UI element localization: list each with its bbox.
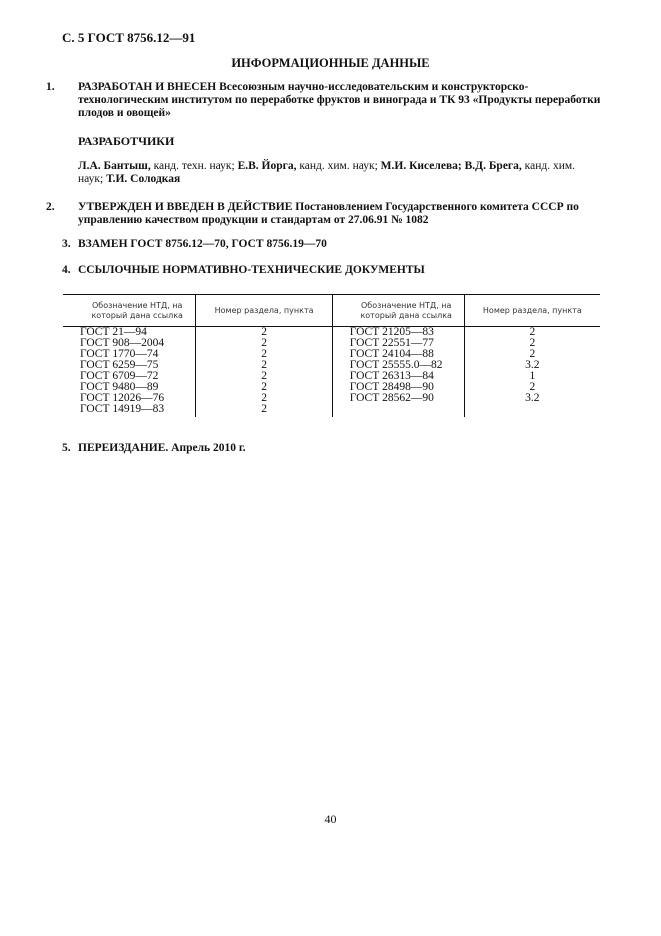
developer-name: М.И. Киселева; (380, 160, 465, 172)
document-designation-cell: ГОСТ 21205—83 (332, 327, 464, 339)
section-text: ВЗАМЕН ГОСТ 8756.12—70, ГОСТ 8756.19—70 (78, 238, 327, 250)
section-number-cell: 1 (529, 370, 536, 382)
section-number-cell: 2 (196, 382, 332, 393)
section-1 (46, 81, 618, 120)
section-number-cell: 2 (196, 404, 332, 417)
table-header-row (63, 295, 600, 327)
table-row (63, 404, 600, 417)
section-number-cell: 2 (529, 348, 536, 360)
document-designation-cell: ГОСТ 908—2004 (63, 338, 196, 349)
section-5 (62, 442, 602, 455)
section-number: 1. (46, 81, 55, 93)
section-text: Постановлением Государственного комитета СССР по управлению качеством продукции и стандартам от 27.06.91 № 1082 (78, 201, 579, 226)
document-designation-cell: ГОСТ 25555.0—82 (332, 360, 464, 371)
document-designation-cell: ГОСТ 12026—76 (63, 393, 196, 404)
section-4 (62, 264, 602, 277)
document-designation-cell: ГОСТ 21—94 (63, 327, 196, 339)
section-number-cell: 2 (529, 326, 536, 338)
section-number-cell: 2 (196, 349, 332, 360)
document-designation-cell: ГОСТ 24104—88 (332, 349, 464, 360)
page-number: 40 (324, 812, 337, 826)
document-designation-cell: ГОСТ 6709—72 (63, 371, 196, 382)
document-designation-cell: ГОСТ 28562—90 (332, 393, 464, 404)
section-number-cell: 2 (196, 371, 332, 382)
section-2 (46, 201, 618, 227)
section-number-cell: 2 (529, 337, 536, 349)
column-header: Номер раздела, пункта (196, 295, 332, 327)
section-number: 5. (62, 442, 71, 454)
column-header: Номер раздела, пункта (464, 295, 600, 327)
section-lead: РАЗРАБОТАН И ВНЕСЕН (78, 81, 217, 93)
section-text: Всесоюзным научно-исследовательским и конструкторско-технологическим институтом по переработке фруктов и винограда и ТК 93 «Продукты переработки плодов и овощей» (78, 81, 601, 119)
section-number: 3. (62, 238, 71, 250)
section-number: 2. (46, 201, 55, 213)
page-title: ИНФОРМАЦИОННЫЕ ДАННЫЕ (231, 56, 430, 70)
developer-degree: канд. хим. наук; (296, 160, 381, 172)
section-number-cell: 2 (196, 327, 332, 339)
section-number-cell: 3.2 (525, 392, 540, 404)
document-designation-cell (332, 404, 464, 417)
section-lead: УТВЕРЖДЕН И ВВЕДЕН В ДЕЙСТВИЕ (78, 201, 293, 213)
section-text: Апрель 2010 г. (171, 442, 246, 454)
section-3 (62, 238, 602, 251)
developer-degree: канд. техн. наук; (150, 160, 238, 172)
section-lead: ПЕРЕИЗДАНИЕ. (78, 442, 169, 454)
page-header: С. 5 ГОСТ 8756.12—91 (62, 30, 196, 45)
developer-name: В.Д. Брега, (464, 160, 522, 172)
developers-heading: РАЗРАБОТЧИКИ (78, 134, 175, 148)
document-designation-cell: ГОСТ 1770—74 (63, 349, 196, 360)
document-designation-cell: ГОСТ 26313—84 (332, 371, 464, 382)
column-header: Обозначение НТД, на который дана ссылка (332, 295, 464, 327)
document-designation-cell: ГОСТ 9480—89 (63, 382, 196, 393)
section-number-cell: 2 (196, 338, 332, 349)
section-text: ССЫЛОЧНЫЕ НОРМАТИВНО-ТЕХНИЧЕСКИЕ ДОКУМЕНТЫ (78, 264, 425, 276)
developer-name: Е.В. Йорга, (237, 160, 297, 172)
developers-list (78, 160, 600, 186)
document-designation-cell: ГОСТ 6259—75 (63, 360, 196, 371)
section-number-cell (464, 404, 600, 417)
section-number-cell: 2 (529, 381, 536, 393)
section-number: 4. (62, 264, 71, 276)
document-designation-cell: ГОСТ 14919—83 (63, 404, 196, 417)
column-header: Обозначение НТД, на который дана ссылка (63, 295, 196, 327)
developer-degree: канд. хим. наук; (78, 160, 576, 185)
document-designation-cell: ГОСТ 22551—77 (332, 338, 464, 349)
document-designation-cell: ГОСТ 28498—90 (332, 382, 464, 393)
developer-name: Т.И. Солодкая (106, 173, 181, 185)
section-number-cell: 3.2 (525, 359, 540, 371)
references-table (63, 294, 600, 417)
developer-name: Л.А. Бантыш, (78, 160, 151, 172)
section-number-cell: 2 (196, 393, 332, 404)
section-number-cell: 2 (196, 360, 332, 371)
